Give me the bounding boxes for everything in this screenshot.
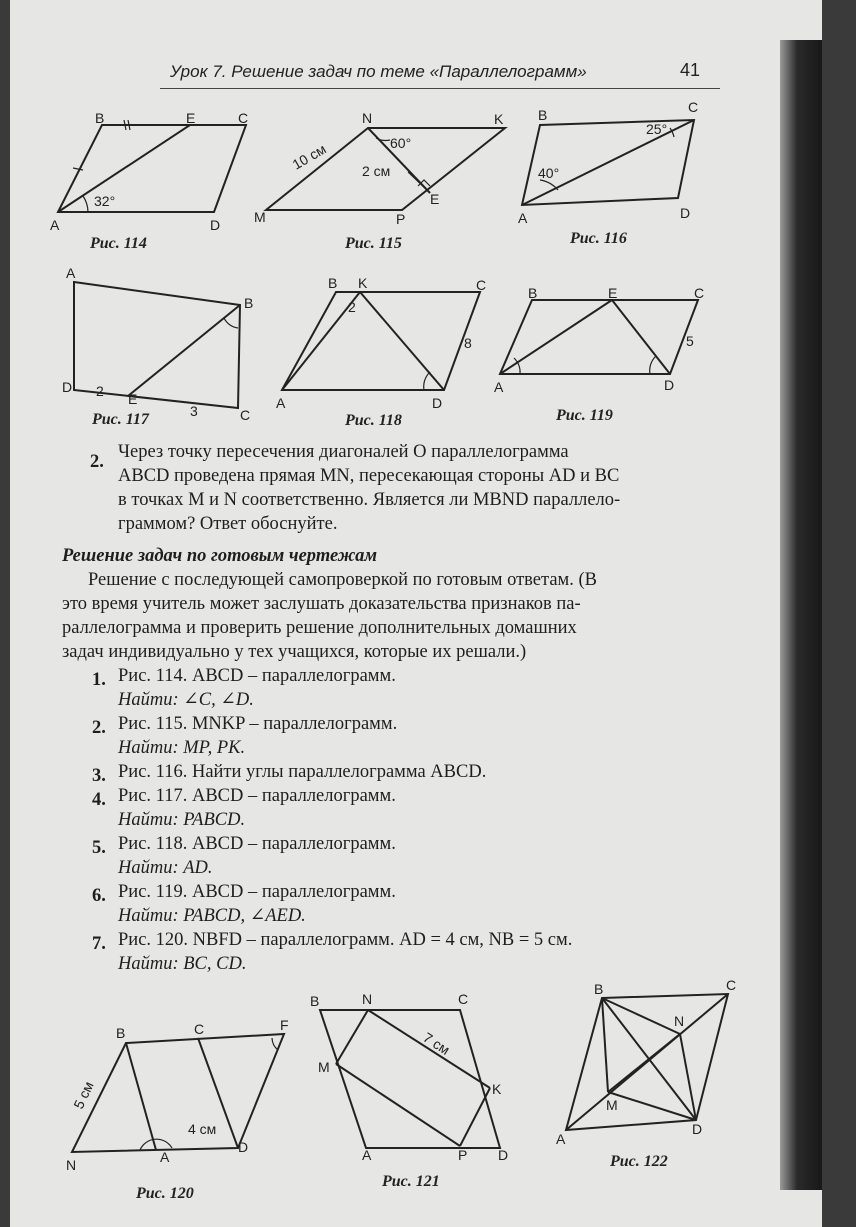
figure-116 <box>518 99 698 247</box>
book-page <box>10 0 822 1227</box>
problem-7-line-1: Рис. 120. NBFD – параллелограмм. AD = 4 см, NB = 5 см. <box>118 930 573 950</box>
fig114-label-c: C <box>238 110 249 126</box>
fig122-line-md <box>608 1092 696 1120</box>
fig121-line-nm <box>336 1010 368 1064</box>
fig122-line-mn <box>608 1034 680 1092</box>
fig122-label-a: A <box>556 1131 566 1147</box>
problem-5-number: 5. <box>92 838 106 858</box>
fig115-angle: 60° <box>390 135 412 151</box>
fig118-label-k: K <box>358 275 368 291</box>
fig114-label-b: B <box>95 110 105 126</box>
fig121-label-c: C <box>458 991 469 1007</box>
fig114-parallelogram <box>58 125 246 212</box>
fig118-bk: 2 <box>348 299 356 315</box>
fig114-angle-arc <box>83 196 88 212</box>
fig118-line-kd <box>360 292 444 390</box>
fig119-line-ed <box>612 300 670 374</box>
fig121-label-n: N <box>362 991 373 1007</box>
fig120-label-a: A <box>160 1149 170 1165</box>
problem-6-line-2: Найти: PABCD, ∠AED. <box>118 906 306 926</box>
fig116-label-b: B <box>538 107 548 123</box>
fig121-line-kp <box>460 1088 490 1146</box>
problem-4-line-2: Найти: PABCD. <box>118 810 246 830</box>
fig116-diagonal <box>522 120 694 205</box>
task2-number: 2. <box>90 452 104 472</box>
task2-line-2: ABCD проведена прямая MN, пересекающая стороны AD и BC <box>118 466 620 486</box>
figure-114 <box>50 110 248 252</box>
fig115-label-n: N <box>362 110 373 126</box>
fig116-caption: Рис. 116 <box>570 230 627 247</box>
figure-115 <box>254 110 505 252</box>
fig116-label-d: D <box>680 205 691 221</box>
fig121-label-b: B <box>310 993 320 1009</box>
fig122-line-nd <box>680 1034 696 1120</box>
section-intro-line-2: это время учитель может заслушать доказательства признаков па- <box>62 594 581 614</box>
fig122-label-b: B <box>594 981 604 997</box>
section-intro-line-1: Решение с последующей самопроверкой по готовым ответам. (В <box>88 570 597 590</box>
figure-119 <box>494 285 704 424</box>
fig121-label-m: M <box>318 1059 330 1075</box>
fig117-label-b: B <box>244 295 254 311</box>
fig114-label-a: A <box>50 217 60 233</box>
problem-1-line-2: Найти: ∠C, ∠D. <box>118 690 254 710</box>
figure-122 <box>556 977 736 1170</box>
fig117-label-c: C <box>240 407 251 423</box>
fig121-label-d: D <box>498 1147 509 1163</box>
task2-line-3: в точках M и N соответственно. Является ли MBND параллело- <box>118 490 621 510</box>
fig118-label-c: C <box>476 277 487 293</box>
fig119-label-a: A <box>494 379 504 395</box>
problem-4-line-1: Рис. 117. ABCD – параллелограмм. <box>118 786 396 806</box>
fig122-label-d: D <box>692 1121 703 1137</box>
fig122-label-c: C <box>726 977 737 993</box>
fig122-caption: Рис. 122 <box>610 1153 668 1170</box>
figure-121 <box>310 991 508 1190</box>
fig121-label-k: K <box>492 1081 502 1097</box>
section-intro-line-4: задач индивидуально у тех учащихся, которые их решали.) <box>62 642 527 662</box>
fig121-mk: 7 см <box>420 1029 453 1058</box>
fig115-label-e: E <box>430 191 440 207</box>
fig120-label-b: B <box>116 1025 126 1041</box>
fig122-line-bm <box>602 998 608 1092</box>
fig115-label-k: K <box>494 111 504 127</box>
problem-5-line-1: Рис. 118. ABCD – параллелограмм. <box>118 834 396 854</box>
fig117-label-a: A <box>66 265 76 281</box>
problem-6-number: 6. <box>92 886 106 906</box>
fig115-caption: Рис. 115 <box>345 235 402 252</box>
fig120-caption: Рис. 120 <box>136 1185 194 1202</box>
fig121-label-a: A <box>362 1147 372 1163</box>
fig115-height: 2 см <box>362 163 391 179</box>
fig117-bisector <box>128 305 240 396</box>
fig114-label-d: D <box>210 217 221 233</box>
fig122-label-m: M <box>606 1097 618 1113</box>
fig118-label-a: A <box>276 395 286 411</box>
problem-7-number: 7. <box>92 934 106 954</box>
problem-1-number: 1. <box>92 670 106 690</box>
fig117-ec: 3 <box>190 403 198 419</box>
fig120-label-d: D <box>238 1139 249 1155</box>
fig122-label-n: N <box>674 1013 685 1029</box>
fig122-diagonal-ca <box>566 994 728 1130</box>
fig115-label-m: M <box>254 209 266 225</box>
fig117-label-e: E <box>128 391 138 407</box>
problem-4-number: 4. <box>92 790 106 810</box>
fig118-caption: Рис. 118 <box>345 412 402 429</box>
problem-2-line-1: Рис. 115. MNKP – параллелограмм. <box>118 714 398 734</box>
problem-2-number: 2. <box>92 718 106 738</box>
problem-1-line-1: Рис. 114. ABCD – параллелограмм. <box>118 666 396 686</box>
fig120-ad: 4 см <box>188 1121 217 1137</box>
page-number: 41 <box>680 60 701 80</box>
fig116-label-a: A <box>518 210 528 226</box>
fig114-caption: Рис. 114 <box>90 235 147 252</box>
fig116-label-c: C <box>688 99 699 115</box>
fig118-label-b: B <box>328 275 338 291</box>
fig118-cd: 8 <box>464 335 472 351</box>
problem-3-line-1: Рис. 116. Найти углы параллелограмма ABCD. <box>118 762 487 782</box>
fig118-label-d: D <box>432 395 443 411</box>
fig121-caption: Рис. 121 <box>382 1173 440 1190</box>
fig119-label-d: D <box>664 377 675 393</box>
fig119-caption: Рис. 119 <box>556 407 613 424</box>
fig120-nb: 5 см <box>70 1078 97 1112</box>
fig122-line-bn <box>602 998 680 1034</box>
task2-line-1: Через точку пересечения диагоналей O параллелограмма <box>118 442 569 462</box>
fig115-label-p: P <box>396 211 406 227</box>
fig117-caption: Рис. 117 <box>92 411 149 428</box>
fig114-angle: 32° <box>94 193 116 209</box>
fig114-label-e: E <box>186 110 196 126</box>
fig121-parallelogram <box>320 1010 500 1148</box>
task2-line-4: граммом? Ответ обоснуйте. <box>118 514 338 534</box>
fig119-label-c: C <box>694 285 705 301</box>
figure-120 <box>66 1017 289 1202</box>
section-intro-line-3: раллелограмма и проверить решение дополнительных домашних <box>62 618 577 638</box>
fig119-label-b: B <box>528 285 538 301</box>
problem-6-line-1: Рис. 119. ABCD – параллелограмм. <box>118 882 396 902</box>
fig121-label-p: P <box>458 1147 468 1163</box>
fig119-cd: 5 <box>686 333 694 349</box>
problem-2-line-2: Найти: MP, PK. <box>118 738 246 758</box>
problem-3-number: 3. <box>92 766 106 786</box>
section-title: Решение задач по готовым чертежам <box>62 546 378 566</box>
header-title: Урок 7. Решение задач по теме «Параллелограмм» <box>170 62 587 81</box>
fig120-label-c: C <box>194 1021 205 1037</box>
fig120-line-ba <box>126 1043 156 1150</box>
figure-118 <box>276 275 486 429</box>
problem-5-line-2: Найти: AD. <box>118 858 213 878</box>
fig115-side: 10 см <box>289 140 329 173</box>
fig116-angle-a: 40° <box>538 165 560 181</box>
fig120-label-n: N <box>66 1157 77 1173</box>
fig116-angle-c: 25° <box>646 121 668 137</box>
fig117-label-d: D <box>62 379 73 395</box>
figure-117 <box>62 265 253 428</box>
fig117-de: 2 <box>96 383 104 399</box>
fig119-label-e: E <box>608 285 618 301</box>
fig118-parallelogram <box>282 292 480 390</box>
fig121-line-mp <box>336 1064 460 1146</box>
fig120-parallelogram <box>72 1034 284 1152</box>
problem-7-line-2: Найти: BC, CD. <box>118 954 247 974</box>
fig119-parallelogram <box>500 300 698 374</box>
fig120-label-f: F <box>280 1017 289 1033</box>
